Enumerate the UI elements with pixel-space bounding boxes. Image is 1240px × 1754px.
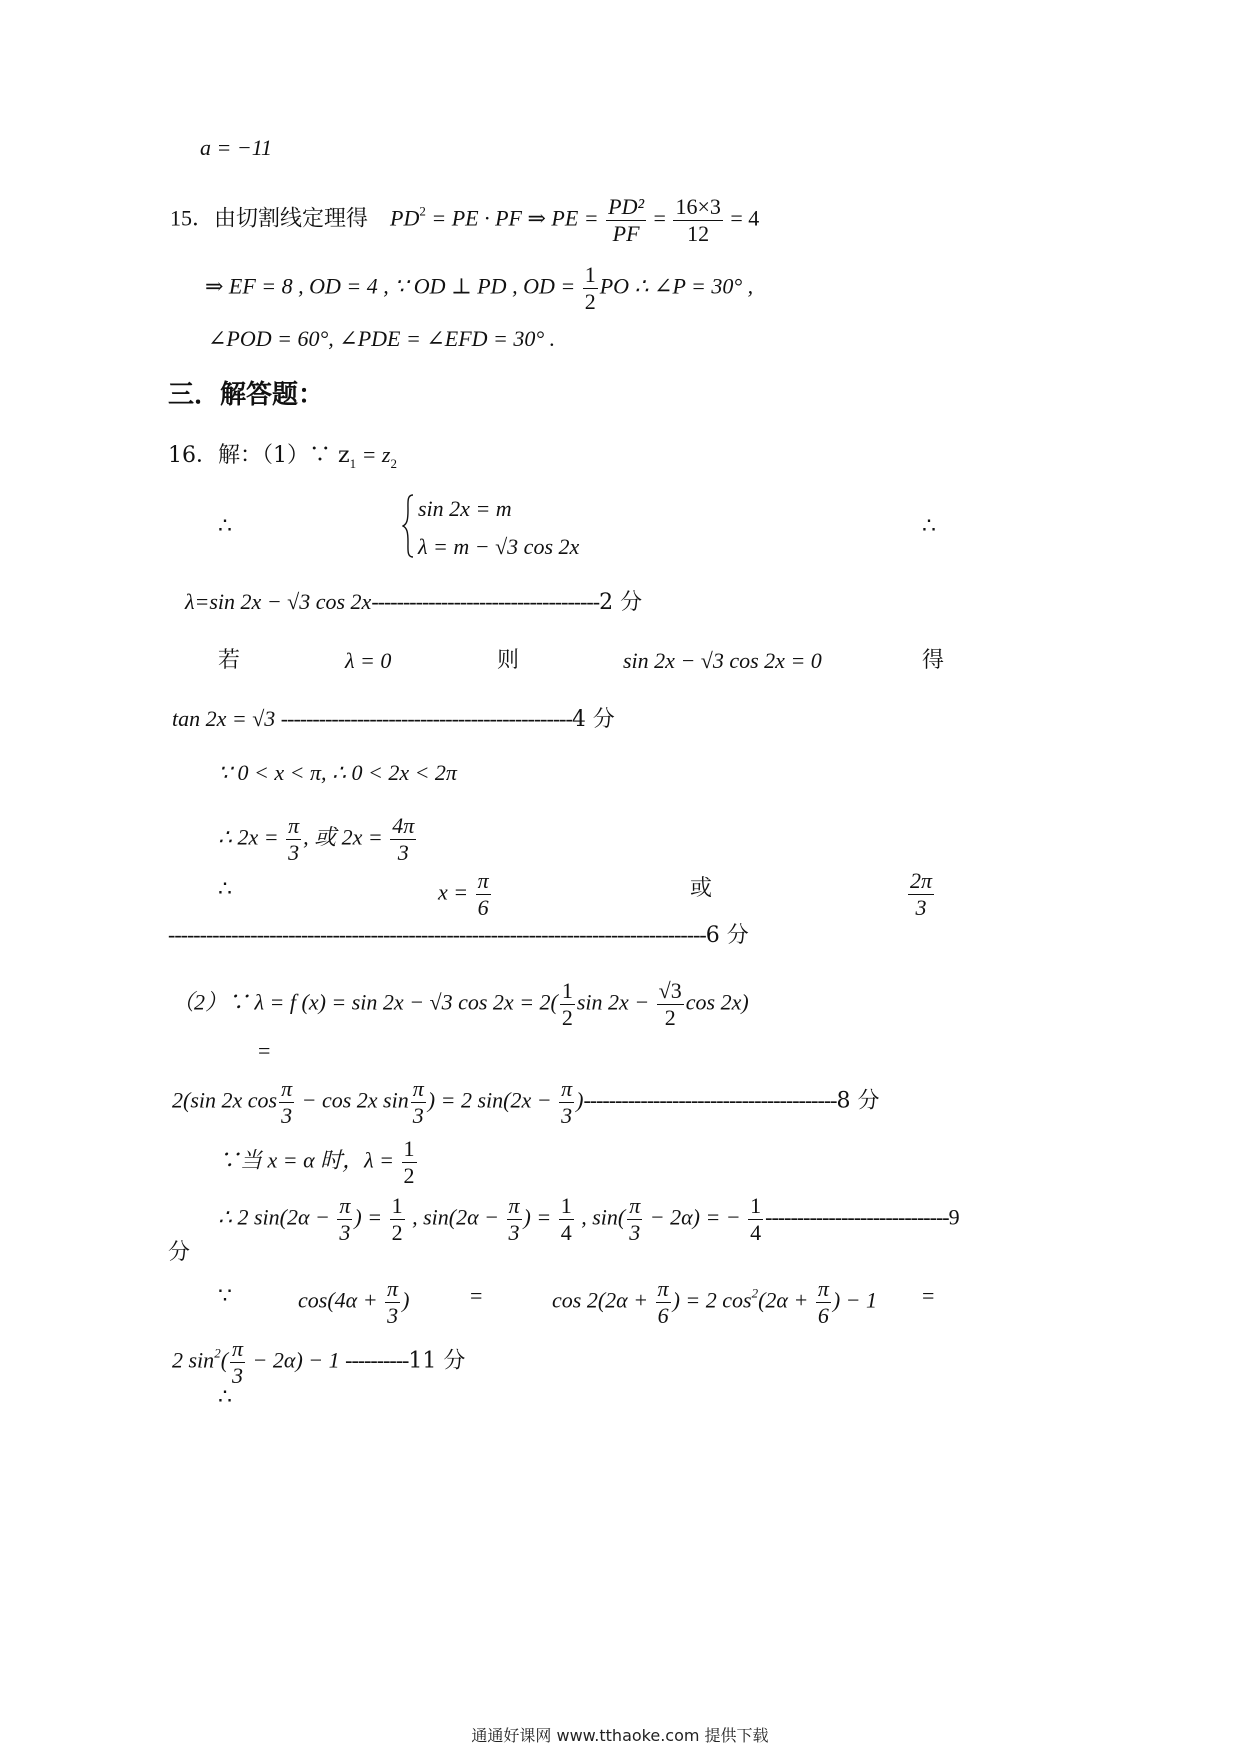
q15-lead: 由切割线定理得 — [214, 206, 369, 232]
solution-or: 或 — [690, 876, 713, 901]
result-line: ∴ 2 sin(2α − $\frac{\pi}{3}$ ) = $\frac{1}{2}$ , sin(2α − $\frac{\pi}{3}$ ) = $\frac{1}{4}$ , sin( $\frac{\pi}{3}$ − 2α) = − $\frac{1}{4}$ -----------------------------9 — [218, 1193, 960, 1245]
get-word: 得 — [922, 648, 945, 673]
sin-squared-line: 2 $\sin^2$( $\frac{\pi}{3}$ − 2α) − 1 ----------11 分 — [172, 1336, 466, 1388]
score-8: 8 分 — [836, 1088, 880, 1114]
if-lambda-zero: λ = 0 — [345, 648, 392, 673]
cos-equals-1: = — [470, 1283, 483, 1308]
solution-x: x = $\frac{\pi}{6}$ — [438, 868, 489, 920]
score-4: 4 分 — [571, 707, 615, 732]
left-brace-icon — [402, 494, 414, 558]
q15-eq-part2: = PE · PF ⇒ PE = — [425, 205, 605, 231]
score-9-unit: 分 — [168, 1240, 191, 1265]
system-therefore-right: ∴ — [922, 513, 936, 538]
then-word: 则 — [497, 648, 520, 673]
cos-4alpha: cos(4α + $\frac{\pi}{3}$ ) — [298, 1276, 410, 1328]
question-15-line-1: 15．由切割线定理得 $PD^2$ = PE · PF ⇒ PE = $\frac{\text{PD²}}{PF}$ = $\frac{16\times 3}{12}$ = 4 — [170, 194, 760, 246]
solution-second-root: $\frac{2\pi}{3}$ — [910, 868, 933, 920]
score-2: 2 分 — [599, 590, 643, 615]
cos-double-angle: cos 2(2α + $\frac{\pi}{6}$ ) = 2 $\cos^2(2\alpha$ + $\frac{\pi}{6}$ ) − 1 — [552, 1276, 878, 1328]
part-2-line-2: 2(sin 2x cos $\frac{\pi}{3}$ − cos 2x sin $\frac{\pi}{3}$ ) = 2 sin(2x − $\frac{\pi}{3}$ )----------------------------------------8 分 — [172, 1076, 880, 1128]
range-line: ∵ 0 < x < π, ∴ 0 < 2x < 2π — [218, 760, 457, 785]
cos-because: ∵ — [218, 1283, 232, 1308]
long-dash-line: -------------------------------------------------------------------------------------6 分 — [168, 922, 749, 948]
solution-therefore: ∴ — [218, 876, 232, 901]
score-9: 9 — [948, 1204, 960, 1230]
question-15-line-2: ⇒ EF = 8 , OD = 4 , ∵ OD ⊥ PD , OD = $\frac{1}{2}$ PO ∴ ∠P = 30° , — [205, 262, 754, 314]
line-a-value: a = −11 — [200, 135, 273, 160]
system-row-2: λ = m − √3 cos 2x — [418, 534, 580, 559]
part-2-line-1: （2）∵ λ = f (x) = sin 2x − √3 cos 2x = 2( $\frac{1}{2}$ sin 2x − $\frac{√3}{2}$ cos 2x) — [172, 978, 749, 1030]
cos-equals-2: = — [922, 1283, 935, 1308]
question-15-line-3: ∠POD = 60°, ∠PDE = ∠EFD = 30° . — [208, 326, 556, 351]
q15-number: 15． — [170, 205, 215, 231]
two-x-line: ∴ 2x = $\frac{\pi}{3}$ , 或 2x = $\frac{4\pi}{3}$ — [218, 813, 415, 865]
q15-fraction-2: $\frac{16\times 3}{12}$ — [675, 194, 721, 246]
if-equation: sin 2x − √3 cos 2x = 0 — [623, 648, 822, 673]
system-row-1: sin 2x = m — [418, 496, 512, 521]
tan-line: tan 2x = √3 ----------------------------------------------4 分 — [172, 706, 615, 732]
q15-eq-part3: = 4 — [724, 205, 760, 231]
final-therefore: ∴ — [218, 1384, 232, 1409]
system-therefore-left: ∴ — [218, 513, 232, 538]
score-6: 6 分 — [705, 923, 749, 948]
question-16-head: 16．解：（1）∵ $z_1 = z_2$ — [168, 442, 397, 471]
when-x-equals-alpha: ∵当 x = α 时，λ = $\frac{1}{2}$ — [218, 1136, 415, 1188]
score-11: 11 分 — [408, 1348, 466, 1374]
lambda-expression-line: λ=sin 2x − √3 cos 2x------------------------------------2 分 — [185, 589, 643, 615]
equals-sign-line: = — [258, 1038, 271, 1063]
equation-system — [402, 490, 579, 566]
q15-fraction-1: $\frac{\text{PD²}}{PF}$ — [608, 194, 645, 246]
q15-eq-part1: PD — [390, 205, 420, 231]
q15-half-fraction: $\frac{1}{2}$ — [584, 262, 596, 314]
section-heading: 三．解答题： — [168, 380, 325, 410]
if-word: 若 — [218, 648, 241, 673]
page-footer: 通通好课网 www.tthaoke.com 提供下载 — [471, 1726, 769, 1745]
